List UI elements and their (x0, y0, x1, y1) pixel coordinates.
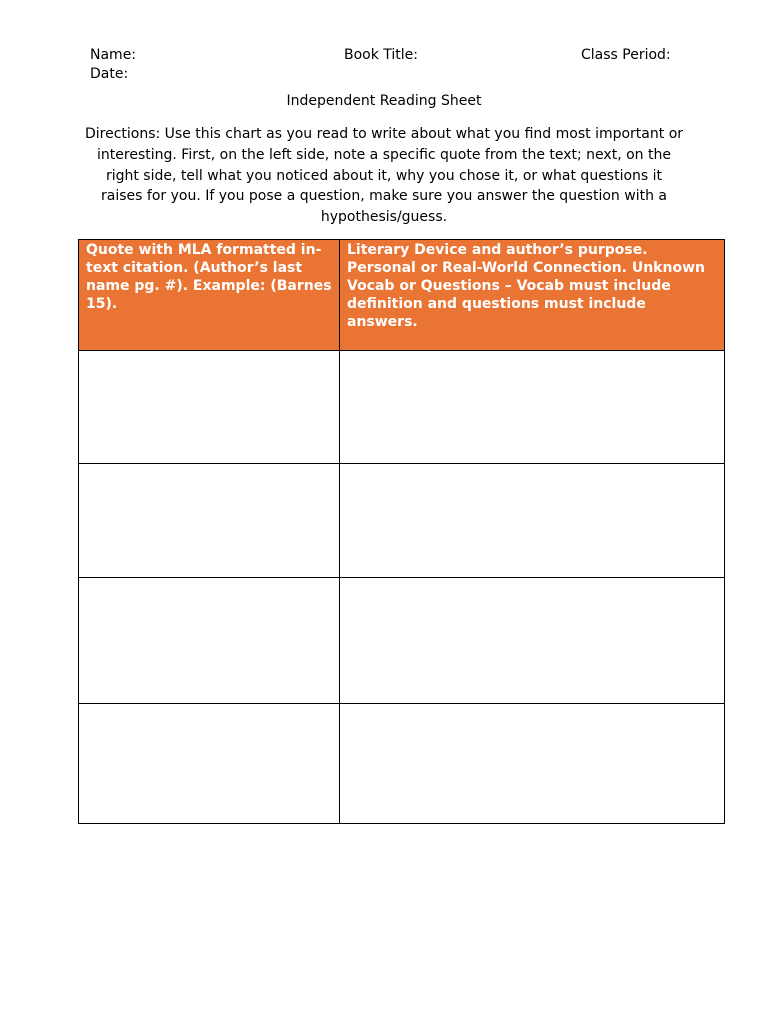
class-period-label: Class Period: (581, 47, 671, 63)
book-title-label: Book Title: (344, 47, 419, 63)
response-cell[interactable] (340, 464, 725, 578)
table-row (79, 578, 725, 704)
table-row (79, 464, 725, 578)
table-row (79, 704, 725, 824)
date-label: Date: (90, 66, 129, 82)
page-title: Independent Reading Sheet (286, 93, 482, 109)
quote-cell[interactable] (79, 351, 340, 464)
directions-text: Directions: Use this chart as you read to write about what you find most important or interesting. First, on the left side, note a specific quote from the text; next, on the right side, tell what you noticed about it, why you chose it, or what questions it raises for you. If you pose a question, make sure you answer the question with a hypothesis/guess. (84, 126, 684, 226)
response-cell[interactable] (340, 704, 725, 824)
response-cell[interactable] (340, 578, 725, 704)
quote-cell[interactable] (79, 704, 340, 824)
reading-chart (78, 239, 725, 824)
quote-cell[interactable] (79, 578, 340, 704)
quote-cell[interactable] (79, 464, 340, 578)
table-header-row (79, 240, 725, 351)
response-cell[interactable] (340, 351, 725, 464)
table-row (79, 351, 725, 464)
name-label: Name: (90, 47, 137, 63)
quote-column-header: Quote with MLA formatted in-text citation. (Author’s last name pg. #). Example: (Barnes 15). (79, 240, 340, 351)
response-column-header: Literary Device and author’s purpose. Personal or Real-World Connection. Unknown Vocab or Questions – Vocab must include definition and questions must include answers. (340, 240, 725, 351)
header-fields (90, 46, 690, 86)
